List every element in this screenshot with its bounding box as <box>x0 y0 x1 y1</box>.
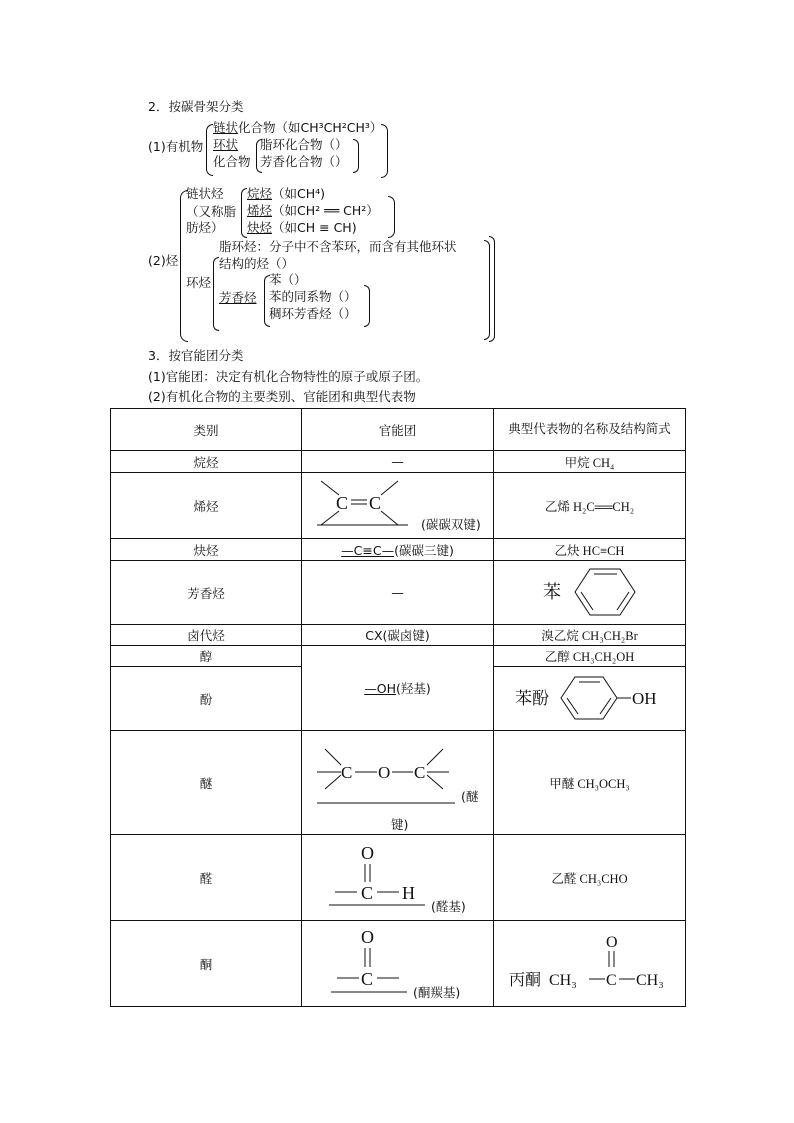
acetone-c: C <box>605 972 617 989</box>
acetone-structure <box>495 921 685 1003</box>
cat-ether: 醚 <box>111 731 302 835</box>
header-representative: 典型代表物的名称及结构简式 <box>494 409 686 451</box>
hydrocarbon-rbrace <box>489 236 495 342</box>
aldehyde-fg-structure <box>303 835 493 917</box>
fg-aromatic: — <box>302 561 494 625</box>
rep-alkane: 甲烷 CH₄ <box>494 451 686 473</box>
chain-hc-l3: 肪烃） <box>186 220 224 235</box>
organic-rbrace <box>381 124 388 178</box>
functional-group-table <box>110 408 686 1007</box>
ring-rbrace <box>353 139 359 173</box>
chain-compound: 链状化合物（如CH³CH²CH³） <box>213 120 383 135</box>
rep-halide: 溴乙烷 CH₃CH₂Br <box>494 625 686 646</box>
rep-ketone <box>494 921 686 1007</box>
table-row-alkane <box>111 451 686 473</box>
table-header-row <box>111 409 686 451</box>
cat-phenol: 酚 <box>111 667 302 731</box>
cat-ketone: 酮 <box>111 921 302 1007</box>
ether-fg-structure <box>303 731 493 831</box>
functional-group-definition: (1)官能团：决定有机化合物特性的原子或原子团。 <box>148 369 429 384</box>
table-row-ether <box>111 731 686 835</box>
cat-alcohol: 醇 <box>111 646 302 667</box>
fg-alkane: — <box>302 451 494 473</box>
table-row-aldehyde <box>111 835 686 921</box>
fg-hydroxyl: —OH(羟基) <box>302 646 494 731</box>
acetone-ch3-right: CH₃ <box>635 972 664 989</box>
chain-hc-l2: （又称脂 <box>186 204 237 219</box>
aromatic-hc-rbrace <box>364 285 370 327</box>
benzene-item: 苯（） <box>269 272 307 287</box>
rep-aldehyde: 乙醛 CH₃CHO <box>494 835 686 921</box>
benzene-structure <box>495 561 685 621</box>
section-3-heading: 3．按官能团分类 <box>148 348 244 363</box>
rep-alkene: 乙烯 H₂C══CH₂ <box>494 473 686 539</box>
cat-aldehyde: 醛 <box>111 835 302 921</box>
ketone-fg-name: (酮羰基) <box>412 985 460 1000</box>
rep-phenol <box>494 667 686 731</box>
table-row-alkyne <box>111 539 686 561</box>
hydrocarbon-label: (2)烃 <box>148 253 179 268</box>
alicyclic-hc-l1: 脂环烃：分子中不含苯环，而含有其他环状 <box>219 239 457 254</box>
fg-ketone <box>302 921 494 1007</box>
table-row-aromatic <box>111 561 686 625</box>
cat-alkene: 烯烃 <box>111 473 302 539</box>
acetone-label: 丙酮 <box>508 970 541 989</box>
table-caption: (2)有机化合物的主要类别、官能团和典型代表物 <box>148 389 416 404</box>
rep-alcohol: 乙醇 CH₃CH₂OH <box>494 646 686 667</box>
header-category: 类别 <box>111 409 302 451</box>
fg-aldehyde <box>302 835 494 921</box>
rep-aromatic <box>494 561 686 625</box>
section-2-heading: 2．按碳骨架分类 <box>148 99 244 114</box>
ketone-fg-structure <box>303 921 493 1003</box>
phenol-label: 苯酚 <box>514 689 549 709</box>
aldehyde-o: O <box>360 843 374 863</box>
rep-ether: 甲醚 CH₃OCH₃ <box>494 731 686 835</box>
acetone-ch3-left: CH₃ <box>548 972 577 989</box>
ketone-c: C <box>360 969 373 989</box>
aldehyde-c: C <box>360 883 373 903</box>
ring-compound-b: 化合物 <box>213 154 251 169</box>
ring-hc-label: 环烃 <box>186 275 212 290</box>
ether-fg-name-b: 键) <box>390 817 408 831</box>
aldehyde-fg-name: (醛基) <box>430 899 466 914</box>
ether-o: O <box>377 763 390 782</box>
ether-c2: C <box>413 763 425 782</box>
homolog-item: 苯的同系物（） <box>269 289 357 304</box>
header-functional-group: 官能团 <box>302 409 494 451</box>
fg-halide: CX(碳卤键) <box>302 625 494 646</box>
ether-c1: C <box>340 763 352 782</box>
alicyclic-compound: 脂环化合物（） <box>260 137 348 152</box>
table-row-ketone <box>111 921 686 1007</box>
fg-ether <box>302 731 494 835</box>
cat-alkane: 烷烃 <box>111 451 302 473</box>
table-row-alkene <box>111 473 686 539</box>
alkene-fg-name: (碳碳双键) <box>420 517 481 532</box>
aromatic-hc-label: 芳香烃 <box>219 290 257 305</box>
alkane-row: 烷烃（如CH⁴) <box>247 186 326 201</box>
ring-compound-a: 环状 <box>213 137 239 152</box>
alkene-row: 烯烃（如CH² ══ CH²） <box>247 203 379 218</box>
organic-brace <box>206 124 213 176</box>
chain-hc-l1: 链状烃 <box>186 186 224 201</box>
aromatic-compound: 芳香化合物（） <box>260 154 348 169</box>
ether-fg-name-a: (醚 <box>460 789 478 804</box>
fused-item: 稠环芳香烃（） <box>269 306 357 321</box>
cat-alkyne: 炔烃 <box>111 539 302 561</box>
alkene-fg-structure <box>303 473 493 535</box>
aldehyde-h: H <box>401 883 415 903</box>
alkene-c1: C <box>335 493 348 513</box>
fg-alkyne: —C≡C—(碳碳三键) <box>302 539 494 561</box>
phenol-structure <box>495 667 685 727</box>
table-row-alcohol <box>111 646 686 667</box>
fg-alkene <box>302 473 494 539</box>
alicyclic-hc-l2: 结构的烃（） <box>219 256 295 271</box>
cat-aromatic: 芳香烃 <box>111 561 302 625</box>
chain-hc-rbrace <box>388 196 395 238</box>
acetone-o: O <box>605 934 618 951</box>
cat-halide: 卤代烃 <box>111 625 302 646</box>
benzene-label: 苯 <box>542 582 561 603</box>
alkene-c2: C <box>368 493 381 513</box>
organic-label: (1)有机物 <box>148 139 204 154</box>
ketone-o: O <box>360 927 374 947</box>
rep-alkyne: 乙炔 HC≡CH <box>494 539 686 561</box>
alkyne-row: 炔烃（如CH ≡ CH) <box>247 220 357 235</box>
phenol-oh: OH <box>631 689 657 708</box>
table-row-halide <box>111 625 686 646</box>
